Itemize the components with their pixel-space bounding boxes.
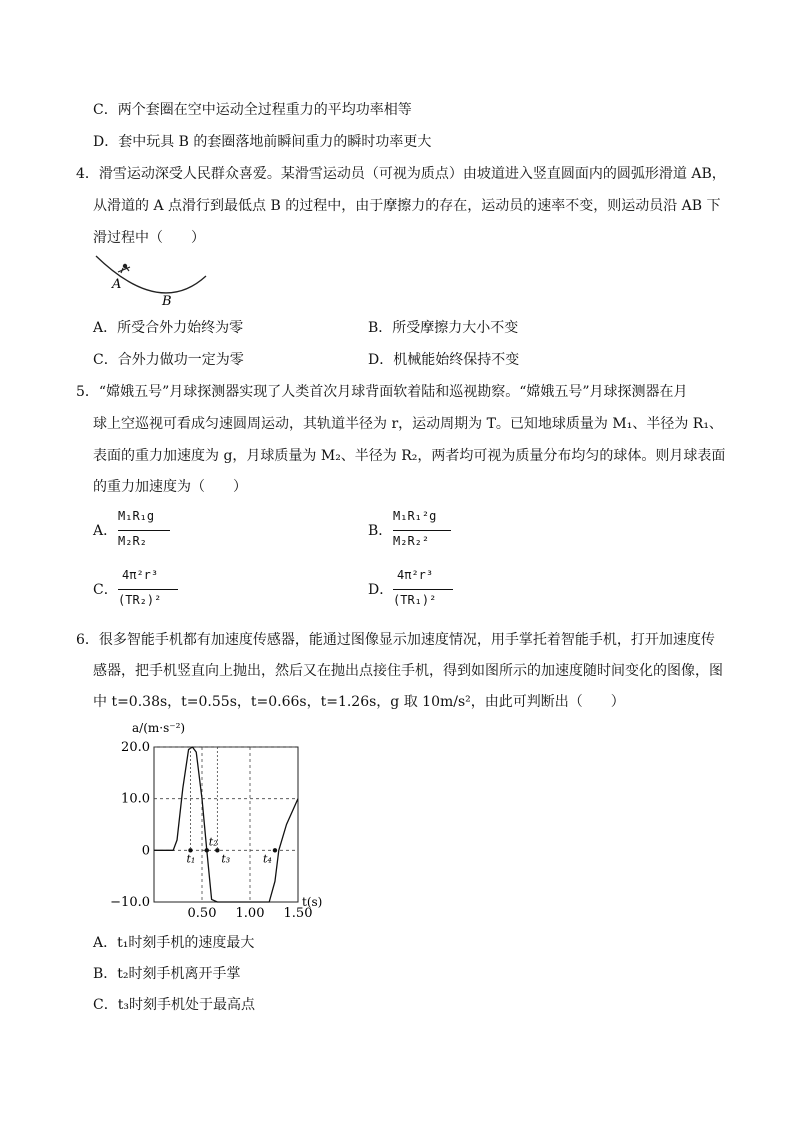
q3-option-d: D．套中玩具 B 的套圈落地前瞬间重力的瞬时功率更大 — [93, 134, 432, 150]
q4-option-c: C．合外力做功一定为零 — [93, 352, 244, 368]
y-tick-label: 20.0 — [121, 740, 150, 755]
q5-option-a-label: A． — [93, 523, 118, 539]
marker-label: t₁ — [186, 852, 196, 866]
q5-option-b-fraction — [393, 509, 457, 557]
q5-option-a-denominator: M₂R₂ — [118, 534, 147, 548]
q4-option-b: B．所受摩擦力大小不变 — [368, 320, 519, 336]
marker-label: t₃ — [221, 852, 231, 866]
acceleration-time-chart — [92, 716, 342, 926]
q4-option-a: A．所受合外力始终为零 — [93, 320, 244, 336]
point-a-label: A — [112, 277, 122, 292]
q5-option-d-fraction — [393, 568, 457, 616]
fraction-bar — [393, 530, 451, 531]
q6-option-a: A．t₁时刻手机的速度最大 — [93, 935, 255, 951]
x-axis-label: t(s) — [302, 895, 323, 909]
q5-option-c-numerator: 4π²r³ — [122, 568, 159, 582]
fraction-bar — [118, 589, 178, 590]
q4-stem-line1: 4．滑雪运动深受人民群众喜爱。某滑雪运动员（可视为质点）由坡道进入竖直圆面内的圆弧形滑道 AB， — [76, 166, 726, 182]
q5-option-d-numerator: 4π²r³ — [397, 568, 434, 582]
marker-label: t₂ — [208, 835, 218, 849]
q5-option-c-label: C． — [93, 582, 118, 598]
y-tick-label: 0 — [141, 843, 150, 859]
y-tick-label: 10.0 — [121, 791, 150, 807]
x-tick-label: 0.50 — [187, 906, 217, 921]
y-tick-label: −10.0 — [110, 895, 150, 910]
q6-option-c: C．t₃时刻手机处于最高点 — [93, 997, 255, 1013]
q4-option-d: D．机械能始终保持不变 — [368, 352, 520, 368]
q5-option-b-denominator: M₂R₂² — [393, 534, 430, 548]
q5-option-c-fraction — [118, 568, 182, 616]
q5-option-a-numerator: M₁R₁g — [118, 509, 155, 523]
fraction-bar — [118, 530, 170, 531]
acceleration-series-line — [154, 747, 298, 902]
q4-stem-line2: 从滑道的 A 点滑行到最低点 B 的过程中，由于摩擦力的存在，运动员的速率不变，则运动员沿 AB 下 — [93, 198, 721, 214]
q5-stem-line1: 5．“嫦娥五号”月球探测器实现了人类首次月球背面软着陆和巡视勘察。“嫦娥五号”月球探测器在月 — [76, 384, 688, 400]
plot-frame — [154, 747, 298, 902]
q5-stem-line3: 表面的重力加速度为 g，月球质量为 M₂、半径为 R₂，两者均可视为质量分布均匀的球体。则月球表面 — [93, 448, 726, 464]
q5-option-a-fraction — [118, 509, 174, 557]
marker-dot — [205, 848, 209, 852]
marker-dot — [273, 848, 277, 852]
y-axis-label: a/(m·s⁻²) — [132, 721, 186, 735]
fraction-bar — [393, 589, 453, 590]
x-tick-label: 1.00 — [235, 906, 265, 921]
q5-option-b-numerator: M₁R₁²g — [393, 509, 437, 523]
q5-stem-line2: 球上空巡视可看成匀速圆周运动，其轨道半径为 r，运动周期为 T。已知地球质量为 M₁、半径为 R₁、 — [93, 416, 723, 432]
q6-stem-line3: 中 t=0.38s，t=0.55s，t=0.66s，t=1.26s，g 取 10m/s²，由此可判断出（ ） — [93, 694, 625, 710]
q6-option-b: B．t₂时刻手机离开手掌 — [93, 966, 241, 982]
q6-stem-line1: 6．很多智能手机都有加速度传感器，能通过图像显示加速度情况，用手掌托着智能手机，打开加速度传 — [76, 632, 715, 648]
q6-stem-line2: 感器，把手机竖直向上抛出，然后又在抛出点接住手机，得到如图所示的加速度随时间变化的图像，图 — [93, 663, 723, 679]
skier-icon — [118, 264, 130, 273]
q3-option-c: C．两个套圈在空中运动全过程重力的平均功率相等 — [93, 102, 412, 118]
q4-stem-line3: 滑过程中（ ） — [93, 230, 205, 246]
q5-option-c-denominator: (TR₂)² — [118, 593, 162, 607]
x-tick-label: 1.50 — [283, 906, 313, 921]
q5-option-d-denominator: (TR₁)² — [393, 593, 437, 607]
q5-option-d-label: D． — [368, 582, 394, 598]
q5-stem-line4: 的重力加速度为（ ） — [93, 479, 247, 495]
point-b-label: B — [162, 294, 172, 309]
ski-track-diagram — [90, 250, 220, 310]
marker-label: t₄ — [262, 852, 272, 866]
q5-option-b-label: B． — [368, 523, 393, 539]
